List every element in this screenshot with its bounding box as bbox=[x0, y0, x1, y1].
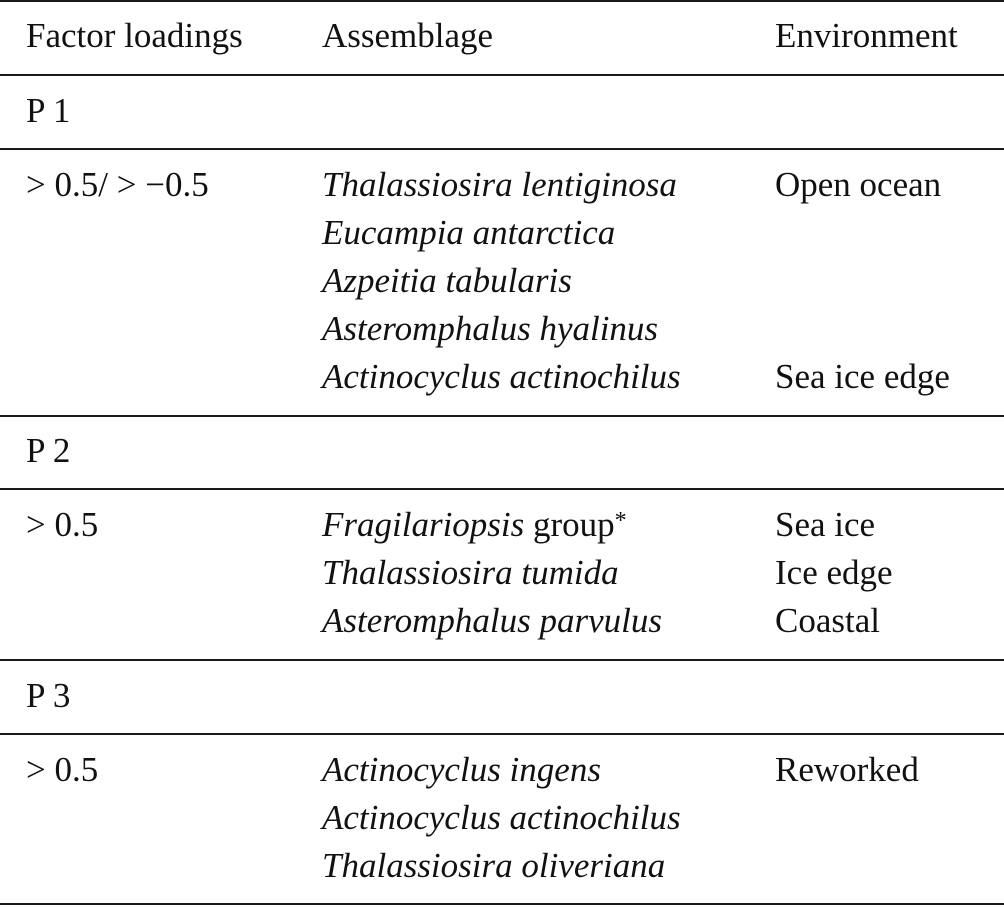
p2-group-footnote-mark: * bbox=[614, 508, 627, 534]
p2-environment: Coastal bbox=[775, 601, 880, 640]
p1-species: Thalassiosira lentiginosa bbox=[322, 165, 677, 204]
p2-environment: Sea ice bbox=[775, 505, 876, 544]
p2-species-group bbox=[322, 501, 627, 549]
p2-factor-loading: > 0.5 bbox=[26, 505, 99, 544]
p3-environment: Reworked bbox=[775, 750, 919, 789]
table-top-rule bbox=[0, 0, 1004, 2]
p2-group-suffix: group bbox=[533, 505, 615, 544]
table-bottom-rule bbox=[0, 903, 1004, 905]
p1-species: Actinocyclus actinochilus bbox=[322, 357, 681, 396]
p1-environment: Open ocean bbox=[775, 165, 942, 204]
section-label-p1: P 1 bbox=[26, 91, 71, 130]
p1-species: Asteromphalus hyalinus bbox=[322, 309, 659, 348]
p1-bottom-rule bbox=[0, 415, 1004, 417]
section-label-p3: P 3 bbox=[26, 676, 71, 715]
p1-label-rule bbox=[0, 148, 1004, 150]
p1-factor-loading: > 0.5/ > −0.5 bbox=[26, 165, 209, 204]
p3-species: Actinocyclus ingens bbox=[322, 750, 601, 789]
section-label-p2: P 2 bbox=[26, 431, 71, 470]
p3-factor-loading: > 0.5 bbox=[26, 750, 99, 789]
header-bottom-rule bbox=[0, 74, 1004, 76]
p2-environment: Ice edge bbox=[775, 553, 893, 592]
p2-group-genus: Fragilariopsis bbox=[322, 505, 525, 544]
header-factor-loadings: Factor loadings bbox=[26, 16, 243, 55]
p1-environment: Sea ice edge bbox=[775, 357, 950, 396]
p2-label-rule bbox=[0, 488, 1004, 490]
header-environment: Environment bbox=[775, 16, 958, 55]
p3-species: Thalassiosira oliveriana bbox=[322, 846, 666, 885]
p1-species: Eucampia antarctica bbox=[322, 213, 616, 252]
p3-species: Actinocyclus actinochilus bbox=[322, 798, 681, 837]
p2-bottom-rule bbox=[0, 659, 1004, 661]
p1-species: Azpeitia tabularis bbox=[322, 261, 572, 300]
p3-label-rule bbox=[0, 733, 1004, 735]
p2-species: Thalassiosira tumida bbox=[322, 553, 619, 592]
p2-species: Asteromphalus parvulus bbox=[322, 601, 662, 640]
header-assemblage: Assemblage bbox=[322, 16, 494, 55]
